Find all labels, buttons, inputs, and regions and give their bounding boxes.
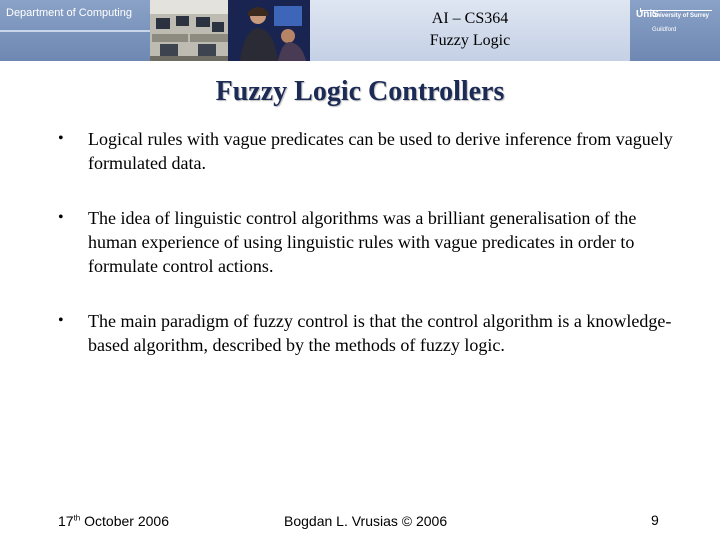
- footer-date-rest: October 2006: [80, 513, 169, 529]
- course-code: AI – CS364: [431, 10, 509, 27]
- bullet-item: • The main paradigm of fuzzy control is that the control algorithm is a knowledge-based algorithm, described by the methods of fuzzy logic.: [56, 309, 676, 357]
- department-banner: [0, 0, 150, 61]
- bullet-list: [56, 127, 676, 357]
- bullet-item: • Logical rules with vague predicates can be used to derive inference from vaguely formulated data.: [56, 127, 676, 175]
- course-name: Fuzzy Logic: [429, 32, 511, 49]
- footer-date-day: 17: [58, 513, 74, 529]
- logo-location: Guildford: [652, 27, 677, 33]
- footer-date-suffix: th: [73, 513, 81, 523]
- course-info-box: [310, 0, 630, 61]
- banner-divider: [0, 30, 150, 32]
- computer-lab-photo: [150, 0, 228, 61]
- students-photo: [228, 0, 310, 61]
- bullet-item: • The idea of linguistic control algorithms was a brilliant generalisation of the human experience of using linguistic rules with vague predicates in order to formulate control actions.: [56, 206, 676, 278]
- footer-author: Bogdan L. Vrusias © 2006: [284, 513, 448, 529]
- department-label: Department of Computing: [6, 7, 132, 19]
- logo-unis: UniS: [636, 9, 659, 20]
- footer-date: [58, 513, 169, 529]
- page-number: 9: [651, 512, 659, 528]
- slide-header: [0, 0, 720, 61]
- logo-university-name: University of Surrey: [652, 13, 710, 19]
- slide-title: Fuzzy Logic Controllers: [215, 76, 505, 107]
- university-logo: [630, 0, 720, 61]
